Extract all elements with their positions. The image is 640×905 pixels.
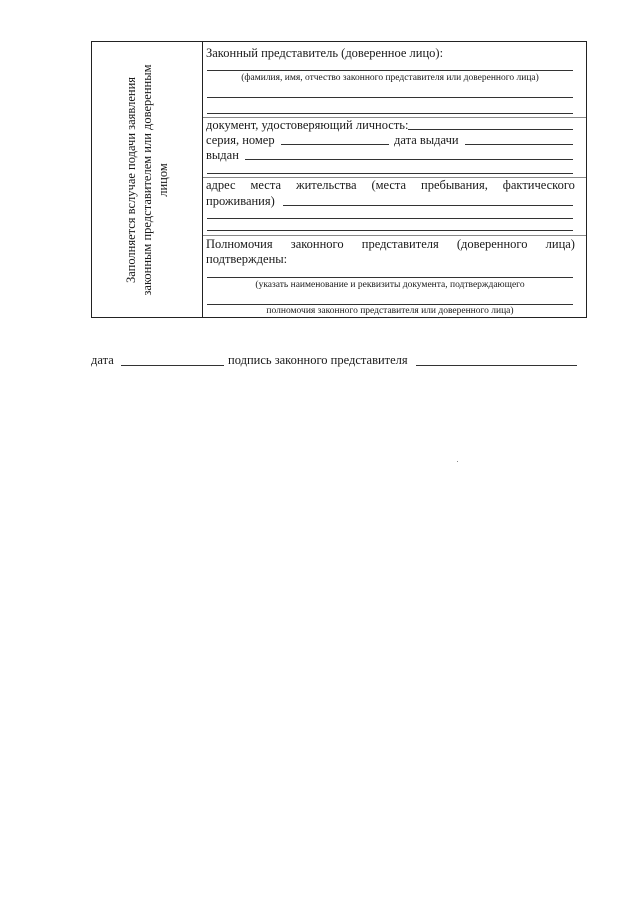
address-line-1[interactable]: [283, 205, 573, 206]
scan-speck: [457, 461, 458, 462]
powers-word: лица): [545, 237, 575, 251]
issued-by-label: выдан: [206, 148, 239, 162]
name-caption: (фамилия, имя, отчество законного представителя или доверенного лица): [241, 73, 539, 83]
representative-form: [91, 41, 587, 318]
address-word: жительства: [295, 178, 357, 192]
address-line-2[interactable]: [207, 218, 573, 219]
powers-caption-1: (указать наименование и реквизиты документа, подтверждающего: [255, 280, 525, 290]
identity-document-label: документ, удостоверяющий личность:: [206, 118, 409, 132]
form-body: [203, 42, 586, 317]
powers-word: законного: [290, 237, 344, 251]
series-number-label: серия, номер: [206, 133, 275, 147]
address-line-3[interactable]: [207, 230, 573, 231]
address-word: адрес: [206, 178, 236, 192]
signature-line[interactable]: [416, 365, 577, 366]
name-line-2[interactable]: [207, 97, 573, 98]
address-word: пребывания,: [421, 178, 488, 192]
issued-by-line-1[interactable]: [245, 159, 573, 160]
powers-line2-label: подтверждены:: [206, 252, 288, 266]
side-column: [92, 42, 203, 317]
side-note: Заполняется вслучае подачи заявления законным представителем или доверенным лицом: [124, 64, 170, 296]
address-word: места: [250, 178, 281, 192]
representative-title: Законный представитель (доверенное лицо):: [206, 46, 444, 60]
name-line-3[interactable]: [207, 113, 573, 114]
powers-caption-2: полномочия законного представителя или доверенного лица): [266, 306, 514, 316]
address-line2-label: проживания): [206, 194, 275, 208]
signature-label: подпись законного представителя: [228, 353, 408, 367]
address-label: [206, 178, 575, 192]
series-number-line[interactable]: [281, 144, 389, 145]
powers-label: [206, 237, 575, 251]
name-line-1[interactable]: [207, 70, 573, 71]
powers-line-1[interactable]: [207, 277, 573, 278]
issued-by-line-2[interactable]: [207, 173, 573, 174]
powers-word: Полномочия: [206, 237, 273, 251]
section-divider-3: [203, 235, 586, 236]
date-label: дата: [91, 353, 114, 367]
address-word: фактического: [502, 178, 575, 192]
powers-word: (доверенного: [456, 237, 528, 251]
powers-word: представителя: [361, 237, 439, 251]
issue-date-line[interactable]: [465, 144, 573, 145]
identity-document-line[interactable]: [408, 129, 573, 130]
powers-line-2[interactable]: [207, 304, 573, 305]
issue-date-label: дата выдачи: [394, 133, 459, 147]
address-word: (места: [371, 178, 407, 192]
date-line[interactable]: [121, 365, 224, 366]
